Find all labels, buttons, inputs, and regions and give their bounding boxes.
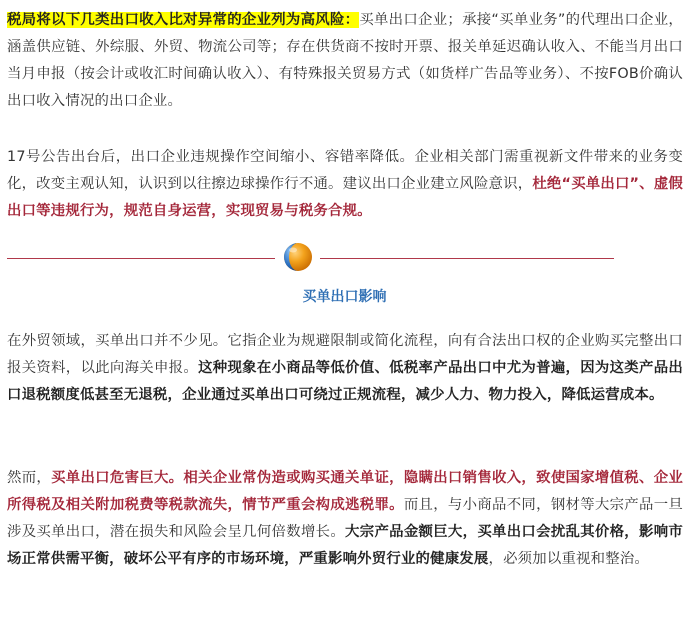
paragraph-harm — [7, 465, 683, 573]
highlighted-heading: 税局将以下几类出口收入比对异常的企业列为高风险： — [7, 12, 360, 28]
paragraph-text: ，必须加以重视和整治。 — [488, 551, 649, 567]
paragraph-text: 然而， — [7, 470, 52, 486]
paragraph-definition — [7, 328, 683, 409]
bold-text: 这种现象在小商品等低价值、低税率产品出口中尤为普遍，因为这类产品出口退税额度低甚至无退税，企业通过买单出口可绕过正规流程，减少人力、物力投入，降低运营成本。 — [7, 360, 683, 403]
emphasis-text: 杜绝“买单出口”、虚假出口等违规行为，规范自身运营，实现贸易与税务合规。 — [7, 176, 683, 219]
blue-orange-sphere-icon — [282, 241, 314, 273]
emphasis-text: 买单出口危害巨大。相关企业常伪造或购买通关单证，隐瞒出口销售收入，致使国家增值税、企业所得税及相关附加税费等税款流失，情节严重会构成逃税罪。 — [7, 470, 683, 513]
section-divider — [0, 238, 689, 278]
paragraph-text: 在外贸领域，买单出口并不少见。它指企业为规避限制或简化流程，向有合法出口权的企业购买完整出口报关资料，以此向海关申报。 — [7, 333, 683, 376]
section-title: 买单出口影响 — [302, 289, 387, 305]
paragraph-announcement-17 — [7, 144, 683, 225]
paragraph-text: 17号公告出台后，出口企业违规操作空间缩小、容错率降低。企业相关部门需重视新文件带来的业务变化，改变主观认知，认识到以往擦边球操作行不通。建议出口企业建立风险意识， — [7, 149, 683, 192]
paragraph-text: 买单出口企业；承接“买单业务”的代理出口企业，涵盖供应链、外综服、外贸、物流公司等；存在供货商不按时开票、报关单延迟确认收入、不能当月出口当月申报（按会计或收汇时间确认收入）、有特殊报关贸易方式（如货样广告品等业务）、不按FOB价确认出口收入情况的出口企业。 — [7, 12, 683, 109]
bold-text: 大宗产品金额巨大，买单出口会扰乱其价格，影响市场正常供需平衡，破坏公平有序的市场环境，严重影响外贸行业的健康发展 — [7, 524, 683, 567]
paragraph-text: 而且，与小商品不同，钢材等大宗产品一旦涉及买单出口，潜在损失和风险会呈几何倍数增长。 — [7, 497, 683, 540]
paragraph-high-risk — [7, 7, 683, 115]
divider-line-right — [320, 258, 614, 259]
divider-line-left — [7, 258, 275, 259]
